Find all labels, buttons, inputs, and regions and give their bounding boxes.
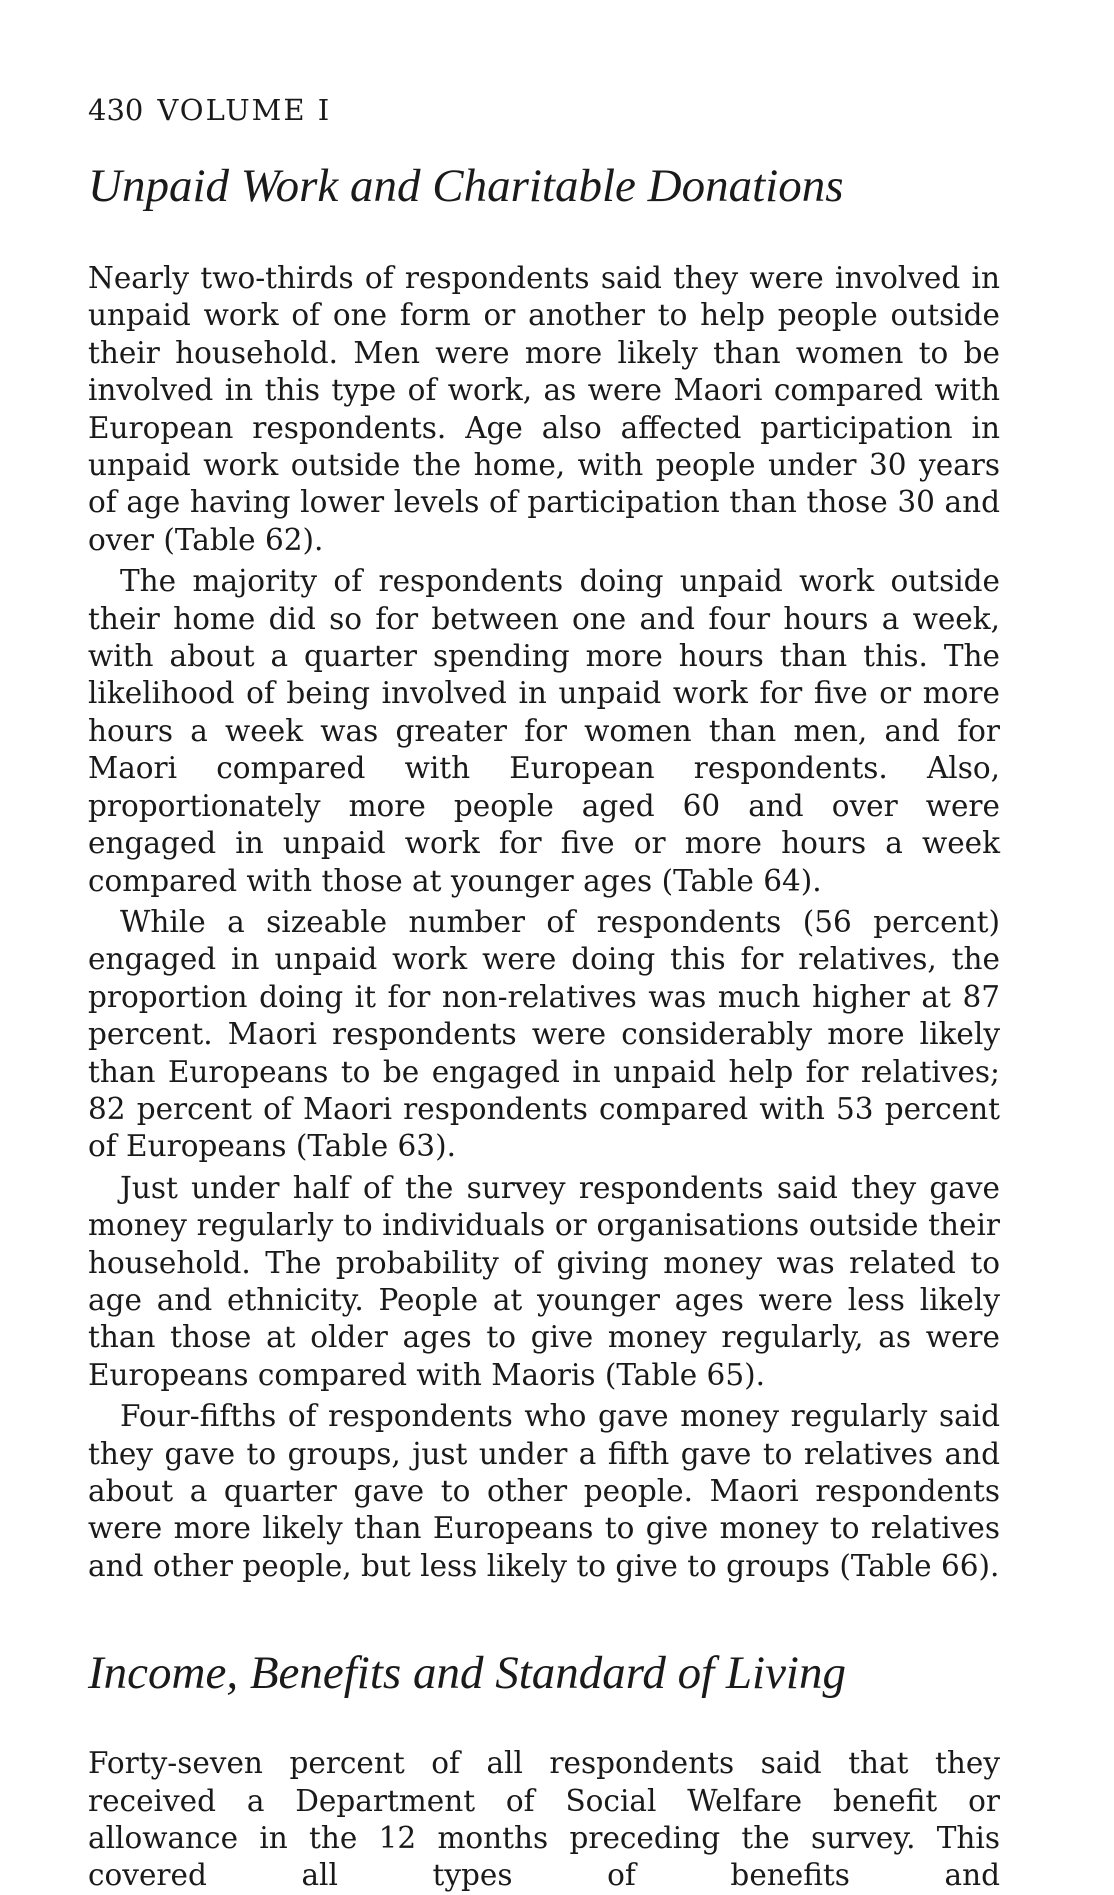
paragraph: Nearly two-thirds of respondents said they were involved in unpaid work of one form or another to help people outside their household. Men were more likely than women to be involved in this type of work, as were Maori compared with European respondents. Age also affected participation in unpaid work outside the home, with people under 30 years of age having lower levels of participation than those 30 and over (Table 62). bbox=[88, 261, 1000, 557]
volume-label: VOLUME I bbox=[157, 93, 332, 127]
section-title-income-benefits: Income, Benefits and Standard of Living bbox=[88, 1647, 846, 1700]
paragraph: While a sizeable number of respondents (56 percent) engaged in unpaid work were doing this for relatives, the proportion doing it for non-relatives was much higher at 87 percent. Maori respondents were considerably more likely than Europeans to be engaged in unpaid help for relatives; 82 percent of Maori respondents compared with 53 percent of Europeans (Table 63). bbox=[88, 904, 1000, 1164]
running-head bbox=[88, 92, 1000, 128]
section-title-unpaid-work: Unpaid Work and Charitable Donations bbox=[88, 160, 844, 212]
document-page bbox=[88, 92, 1000, 1895]
paragraph: Forty-seven percent of all respondents said that they received a Department of Social Welfare benefit or allowance in the 12 months preceding the survey. This covered all types of benefits and bbox=[88, 1746, 1000, 1893]
paragraph: The majority of respondents doing unpaid work outside their home did so for between one and four hours a week, with about a quarter spending more hours than this. The likelihood of being involved in unpaid work for five or more hours a week was greater for women than men, and for Maori compared with European respondents. Also, proportionately more people aged 60 and over were engaged in unpaid work for five or more hours a week compared with those at younger ages (Table 64). bbox=[88, 564, 1000, 898]
paragraph: Four-fifths of respondents who gave money regularly said they gave to groups, just under a fifth gave to relatives and about a quarter gave to other people. Maori respondents were more likely than Europeans to give money to relatives and other people, but less likely to give to groups (Table 66). bbox=[88, 1399, 1000, 1583]
paragraph: Just under half of the survey respondents said they gave money regularly to individuals or organisations outside their household. The probability of giving money was related to age and ethnicity. People at younger ages were less likely than those at older ages to give money regularly, as were Europeans compared with Maoris (Table 65). bbox=[88, 1170, 1000, 1392]
page-number: 430 bbox=[88, 93, 144, 127]
